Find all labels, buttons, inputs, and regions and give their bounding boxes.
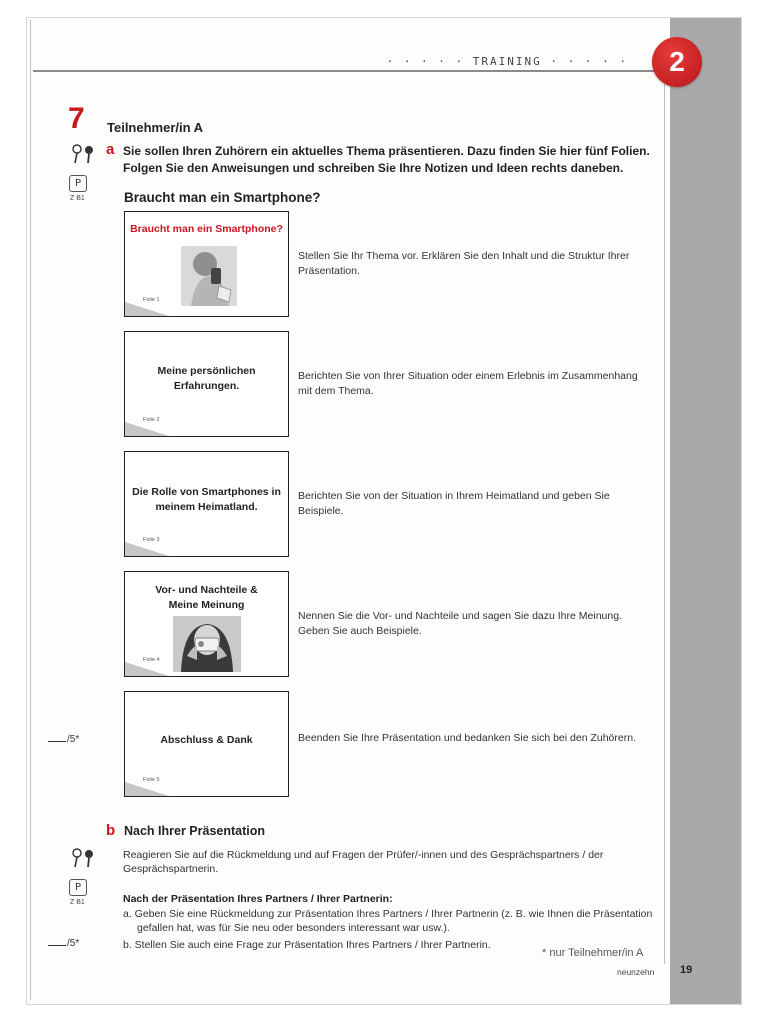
part-b-subheading: Nach der Präsentation Ihres Partners / Ihrer Partnerin: bbox=[123, 893, 393, 905]
part-b-text: Reagieren Sie auf die Rückmeldung und auf Fragen der Prüfer/-innen und des Gesprächspartners / der Gesprächspartnerin. bbox=[123, 849, 604, 875]
chapter-badge: 2 bbox=[652, 37, 702, 87]
score-blank[interactable] bbox=[48, 741, 66, 742]
slide-1-description: Stellen Sie Ihr Thema vor. Erklären Sie den Inhalt und die Struktur Ihrer Präsentation. bbox=[298, 250, 630, 277]
score-field-b[interactable] bbox=[48, 938, 79, 949]
slide-corner bbox=[125, 542, 169, 556]
slide-3-description: Berichten Sie von der Situation in Ihrem Heimatland und geben Sie Beispiele. bbox=[298, 490, 610, 517]
level-label: Z B1 bbox=[70, 899, 85, 906]
girl-with-phone-photo bbox=[181, 246, 237, 306]
score-label: /5* bbox=[67, 734, 80, 745]
part-a-letter: a bbox=[106, 141, 115, 158]
slide-1 bbox=[124, 211, 289, 317]
header-rule bbox=[33, 70, 671, 72]
slide-corner bbox=[125, 422, 169, 436]
slide-4 bbox=[124, 571, 289, 677]
slide-5-description: Beenden Sie Ihre Präsentation und bedanken Sie sich bei den Zuhörern. bbox=[298, 732, 636, 744]
page-edge-line bbox=[30, 20, 31, 1000]
slide-4-description: Nennen Sie die Vor- und Nachteile und sagen Sie dazu Ihre Meinung. Geben Sie auch Beispiele. bbox=[298, 610, 622, 637]
part-b-item-a: a. Geben Sie eine Rückmeldung zur Präsentation Ihres Partners / Ihrer Partnerin (z. B. wie Ihnen die Präsentation gefallen hat, was für Sie neu oder besonders interessant war usw.). bbox=[123, 908, 653, 934]
slide-title: Abschluss & Dank bbox=[160, 734, 253, 746]
slide-5 bbox=[124, 691, 289, 797]
slide-title: Die Rolle von Smartphones in meinem Heimatland. bbox=[132, 486, 281, 513]
slide-number: Folie 4 bbox=[143, 657, 160, 663]
slide-corner bbox=[125, 782, 169, 796]
instruction-text: Sie sollen Ihren Zuhörern ein aktuelles Thema präsentieren. Dazu finden Sie hier fünf Folien. Folgen Sie den Anweisungen und schreiben Sie Ihre Notizen und Ideen rechts daneben. bbox=[123, 144, 650, 175]
score-label: /5* bbox=[67, 938, 80, 949]
part-b-heading: Nach Ihrer Präsentation bbox=[124, 824, 266, 838]
slide-corner bbox=[125, 662, 169, 676]
score-field-a[interactable] bbox=[48, 734, 79, 745]
page-number: 19 bbox=[680, 964, 693, 976]
score-blank[interactable] bbox=[48, 945, 66, 946]
exam-badge: P bbox=[69, 175, 87, 192]
pair-work-icon bbox=[68, 142, 100, 166]
margin-rule bbox=[664, 84, 665, 964]
slide-3 bbox=[124, 451, 289, 557]
section-label: · · · · · TRAINING · · · · · bbox=[386, 55, 628, 68]
slide-2-description: Berichten Sie von Ihrer Situation oder einem Erlebnis im Zusammenhang mit dem Thema. bbox=[298, 370, 638, 397]
exercise-title: Teilnehmer/in A bbox=[107, 120, 204, 135]
part-b-item-b: b. Stellen Sie auch eine Frage zur Präsentation Ihres Partners / Ihrer Partnerin. bbox=[123, 939, 491, 951]
exam-badge: P bbox=[69, 879, 87, 896]
side-strip bbox=[670, 18, 741, 1004]
slide-title: Braucht man ein Smartphone? bbox=[130, 223, 283, 235]
slide-title: Vor- und Nachteile & Meine Meinung bbox=[155, 584, 258, 611]
slide-number: Folie 2 bbox=[143, 417, 160, 423]
pair-work-icon bbox=[68, 846, 100, 870]
slide-number: Folie 5 bbox=[143, 777, 160, 783]
slide-2 bbox=[124, 331, 289, 437]
level-label: Z B1 bbox=[70, 195, 85, 202]
slide-corner bbox=[125, 302, 169, 316]
part-b-letter: b bbox=[106, 822, 116, 839]
slide-number: Folie 1 bbox=[143, 297, 160, 303]
girl-taking-photo-picture bbox=[173, 616, 241, 672]
footnote: * nur Teilnehmer/in A bbox=[542, 947, 644, 959]
slide-title: Meine persönlichen Erfahrungen. bbox=[157, 365, 256, 392]
page-number-word: neunzehn bbox=[617, 967, 655, 977]
topic-heading: Braucht man ein Smartphone? bbox=[124, 190, 321, 205]
exercise-number: 7 bbox=[68, 102, 85, 135]
slide-number: Folie 3 bbox=[143, 537, 160, 543]
